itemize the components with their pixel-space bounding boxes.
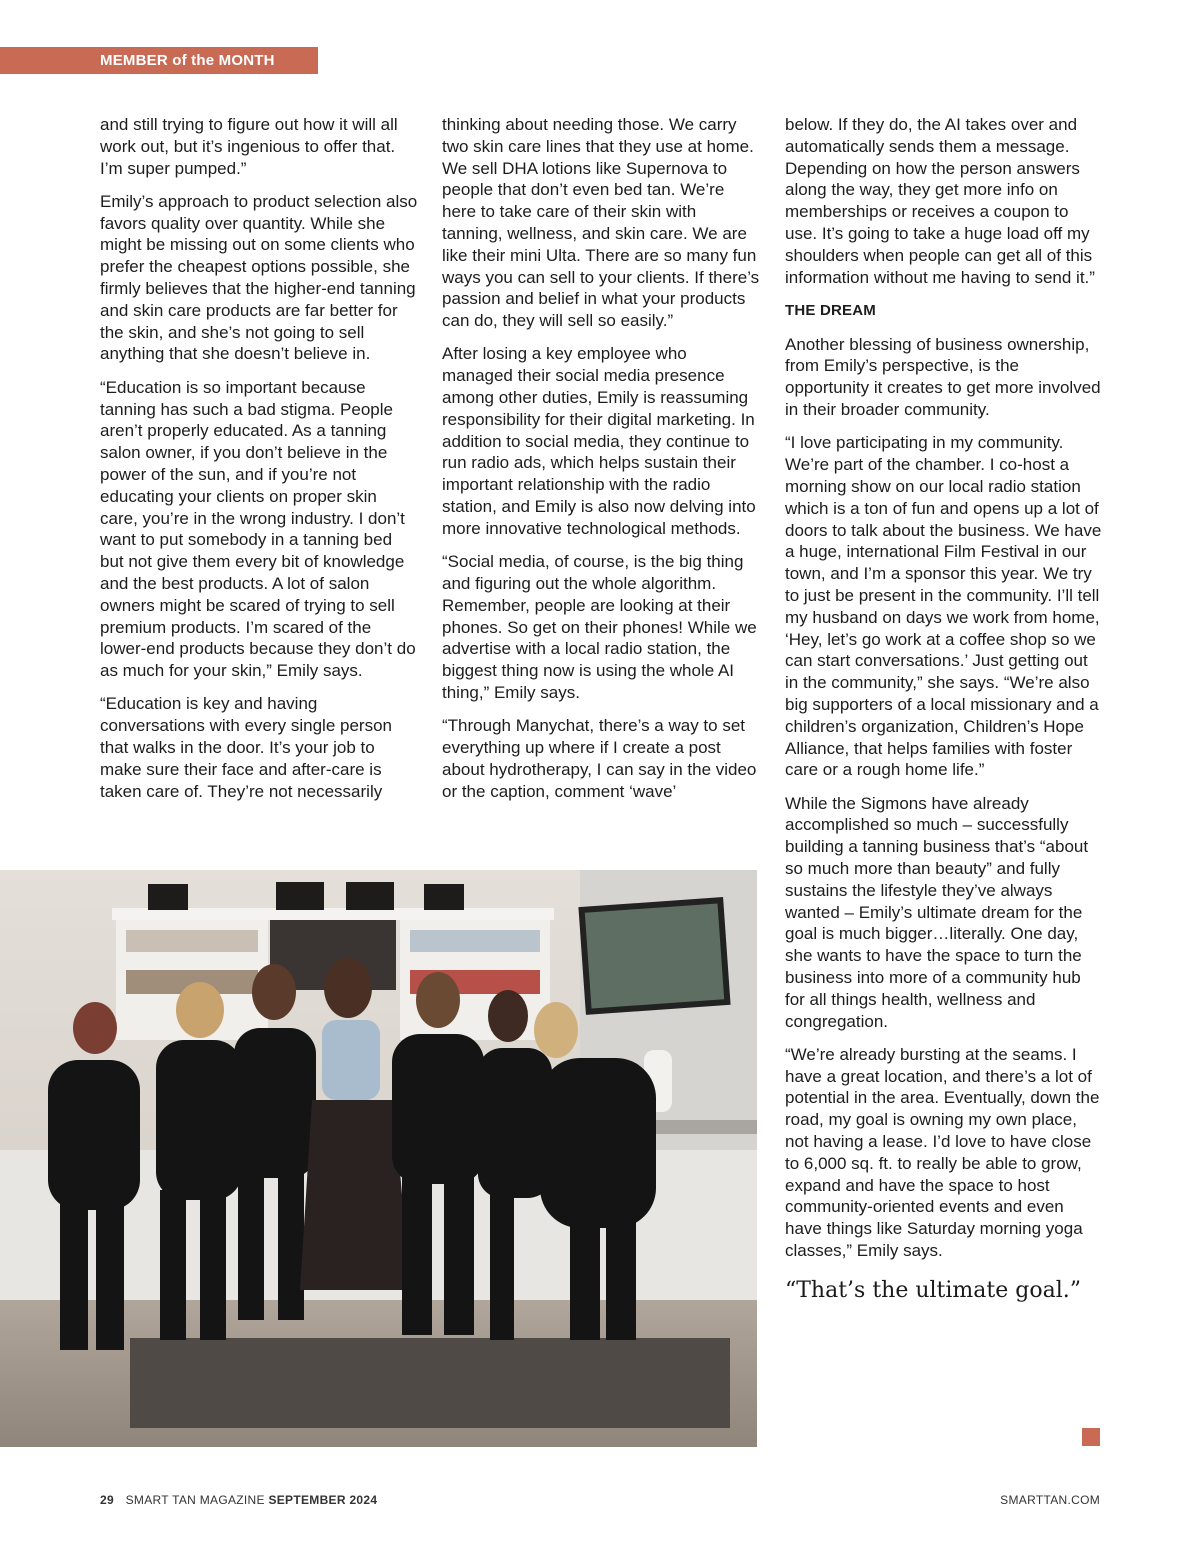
pull-quote: “That’s the ultimate goal.” bbox=[785, 1277, 1081, 1303]
section-tag: MEMBER of the MONTH bbox=[0, 47, 318, 74]
issue-date: SEPTEMBER 2024 bbox=[268, 1493, 378, 1507]
page-number: 29 bbox=[100, 1493, 114, 1507]
paragraph: Emily’s approach to product selection also favors quality over quantity. While she might be missing out on some clients who prefer the cheapest options possible, she firmly believes that the higher-end tanning and skin care products are far better for the skin, and she’s not going to sell anything that she doesn’t believe in. bbox=[100, 191, 418, 364]
paragraph: thinking about needing those. We carry two skin care lines that they use at home. We sell DHA lotions like Supernova to people that don’t even bed tan. We’re here to take care of their skin with tanning, wellness, and skin care. We are like their mini Ulta. There are so many fun ways you can sell to your clients. If there’s passion and belief in what your products can do, they will sell so easily.” bbox=[442, 115, 760, 331]
section-subhead: THE DREAM bbox=[785, 301, 876, 319]
paragraph: After losing a key employee who managed their social media presence among other duties, Emily is reassuming responsibility for their digital marketing. In addition to social media, they continue to run radio ads, which helps sustain their important relationship with the radio station, and Emily is also now delving into more innovative technological methods. bbox=[442, 344, 756, 538]
paragraph: “Education is key and having conversations with every single person that walks in the door. It’s your job to make sure their face and after-care is taken care of. They’re not necessarily bbox=[100, 694, 392, 801]
paragraph: “We’re already bursting at the seams. I have a great location, and there’s a lot of potential in the area. Eventually, down the road, my goal is owning my own place, not having a lease. I’d love to have close to 6,000 sq. ft. to really be able to grow, expand and have the space to host community-oriented events and even have things like Saturday morning yoga classes,” Emily says. bbox=[785, 1044, 1100, 1261]
magazine-name: SMART TAN MAGAZINE bbox=[125, 1493, 265, 1507]
paragraph: Another blessing of business ownership, from Emily’s perspective, is the opportunity it creates to get more involved in their broader community. bbox=[785, 334, 1101, 420]
paragraph: “Education is so important because tanning has such a bad stigma. People aren’t properly educated. As a tanning salon owner, if you don’t believe in the power of the sun, and if you’re not educating your clients on proper skin care, you’re in the wrong industry. I don’t want to put somebody in a tanning bed but not give them every bit of knowledge and the best products. A lot of salon owners might be scared of trying to sell premium products. I’m scared of the lower-end products because they don’t do as much for your skin,” Emily says. bbox=[100, 377, 416, 681]
article-column-2 bbox=[442, 114, 760, 814]
footer-website: SMARTTAN.COM bbox=[1000, 1493, 1100, 1507]
paragraph: “Social media, of course, is the big thing and figuring out the whole algorithm. Remember, people are looking at their phones. So get on their phones! While we advertise with a local radio station, the biggest thing now is using the whole AI thing,” Emily says. bbox=[442, 552, 757, 702]
footer-left bbox=[100, 1493, 377, 1507]
paragraph: below. If they do, the AI takes over and automatically sends them a message. Depending on how the person answers along the way, they get more info on memberships or receives a coupon to use. It’s going to take a huge load off my shoulders when people can get all of this information without me having to send it.” bbox=[785, 115, 1095, 287]
team-photo bbox=[0, 870, 757, 1447]
paragraph: While the Sigmons have already accomplished so much – successfully building a tanning business that’s “about so much more than beauty” and fully sustains the lifestyle they’ve always wanted – Emily’s ultimate dream for the goal is much bigger…literally. One day, she wants to have the space to turn the business into more of a community hub for all things health, wellness and congregation. bbox=[785, 793, 1089, 1031]
end-of-article-mark bbox=[1082, 1428, 1100, 1446]
paragraph: “Through Manychat, there’s a way to set everything up where if I create a post about hydrotherapy, I can say in the video or the caption, comment ‘wave’ bbox=[442, 716, 757, 801]
paragraph: “I love participating in my community. We’re part of the chamber. I co-host a morning show on our local radio station which is a ton of fun and opens up a lot of doors to talk about the business. We have a huge, international Film Festival in our town, and I’m a sponsor this year. We try to just be present in the community. I’ll tell my husband on days we work from home, ‘Hey, let’s go work at a coffee shop so we can start conversations.’ Just getting out in the community,” she says. “We’re also big supporters of a local missionary and a children’s organization, Children’s Hope Alliance, that helps families with foster care or a rough home life.” bbox=[785, 433, 1102, 780]
paragraph: and still trying to figure out how it will all work out, but it’s ingenious to offer that. I’m super pumped.” bbox=[100, 115, 398, 178]
article-column-3 bbox=[785, 114, 1105, 1306]
article-column-1 bbox=[100, 114, 418, 814]
